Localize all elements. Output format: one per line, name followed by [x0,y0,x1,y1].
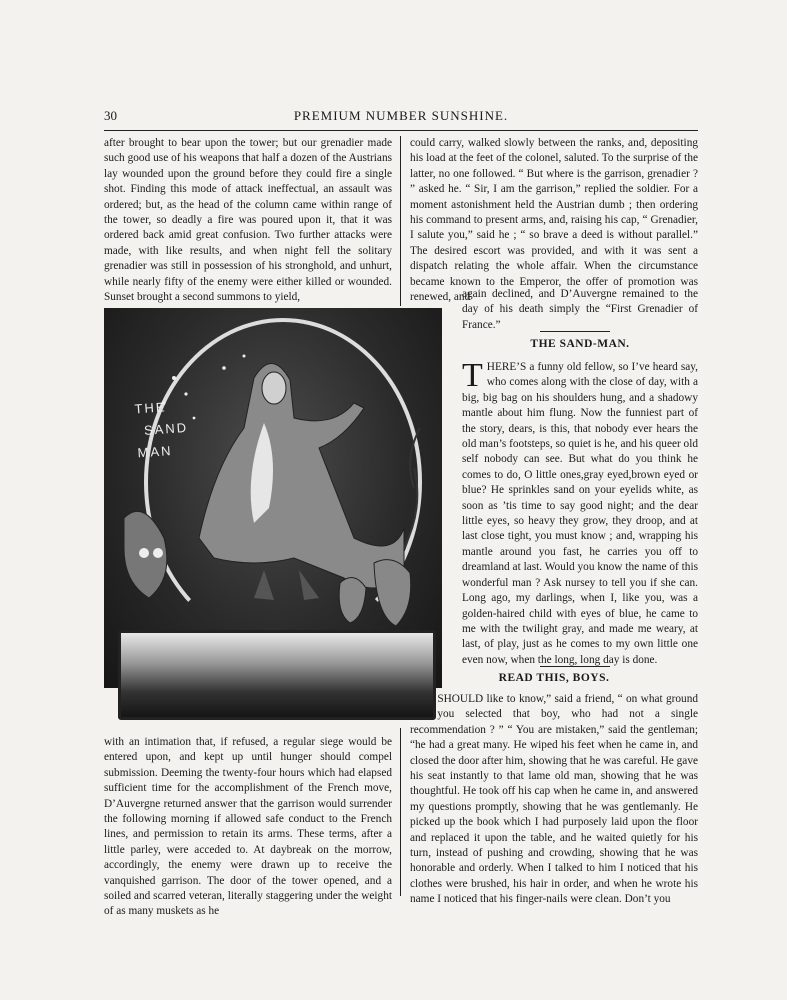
drop-cap: T [462,357,483,394]
caption-word: SAND [143,419,189,438]
right-column-top-text [410,136,698,305]
column-divider-bottom [400,728,401,896]
left-column-top-text [104,136,392,305]
paragraph: after brought to bear upon the tower; but our grenadier made such good use of his weapons that half a dozen of the Austrians lay wounded upon the ground before they could fire a single shot. Finding this mode of attack ineffectual, an assault was ordered; but, as the head of the column came within range of the tower, so deadly a fire was poured upon it, that it was ordered back amid great confusion. Two further attacks were made, with like results, and when night fell the solitary grenadier was still in possession of his stronghold, and unhurt, while nearly fifty of the enemy were either killed or wounded. Sunset brought a second summons to yield, [104,137,392,304]
landscape-vignette [118,630,436,720]
header-rule [104,130,698,131]
running-head [104,108,698,126]
illustration-caption [134,394,208,465]
sandman-title: THE SAND-MAN. [530,338,630,350]
boys-title: READ THIS, BOYS. [498,672,610,684]
paragraph: with an intimation that, if refused, a regular siege would be entered upon, and kept up until hunger should compel submission. Deeming the twenty-four hours which had elapsed sufficient time for the accomplishment of the French move, D’Auvergne returned answer that the garrison would surrender the following morning if allowed safe conduct to the French lines, and permission to retain its arms. These terms, after a little parley, were acceded to. At daybreak on the morrow, accordingly, the enemy were drawn up to receive the vanquished garrison. The door of the tower opened, and a soiled and scarred veteran, literally staggering under the weight of as many muskets as he [104,736,392,918]
sandman-story [462,357,698,668]
sandman-illustration [104,308,442,720]
caption-word: MAN [137,442,173,461]
sandman-paragraph: HERE’S a funny old fellow, so I’ve heard say, who comes along with the close of day, with a big, big bag on his shoulders hung, and a shadowy mantle about him flung. Now the funniest part of the story, dears, is this, that nobody ever hears the old man’s footsteps, so quiet is he, and his queer old self nobody can see. But what do you think he comes to do, O little ones,gray eyed,brown eyed or blue? He sprinkles sand on your eyelids white, as soon as ’tis time to say good night; and the dear little eyes, so heavy they grow, they droop, and at last close tight, you must know ; and, wrapping his mantle around you fast, he carries you off to dreamland at last. Would you know the name of this wonderful man ? Ask nursey to tell you if she can. Long ago, my darlings, when I, like you, was a golden-haired child with eyes of blue, he came to me with the twilight gray, and made me weary, at last, of play, just as he comes to my own little one even now, when the long, long day is done. [462,361,698,666]
boys-story [410,692,698,908]
right-column-narrow-text [462,287,698,333]
page-title: PREMIUM NUMBER SUNSHINE. [293,108,509,123]
section-rule [540,666,610,667]
left-column-bottom-text [104,735,392,920]
paragraph: could carry, walked slowly between the ranks, and, depositing his load at the feet of the colonel, saluted. To the surprise of the latter, no one followed. “ But where is the garrison, grenadier ? ” asked he. “ Sir, I am the garrison,” replied the soldier. For a moment astonishment held the Austrian dumb ; then ordering his command to present arms, and, raising his cap, “ Grenadier, I salute you,” said he ; “ so brave a deed is without parallel.” The desired escort was provided, and with it was sent a dispatch relating the whole affair. When the circumstance became known to the Emperor, the offer of promotion was renewed, and [410,137,698,304]
paragraph: again declined, and D’Auvergne remained to the day of his death simply the “First Grenadier of France.” [462,288,698,331]
caption-word: THE [133,399,167,417]
column-divider-top [400,136,401,306]
page-number: 30 [104,108,117,123]
section-rule [540,331,610,332]
boys-paragraph: SHOULD like to know,” said a friend, “ on what ground you selected that boy, who had not a single recommendation ? ” “ You are mistaken,” said the gentleman; “he had a great many. He wiped his feet when he came in, and closed the door after him, showing that he was careful. He gave his seat instantly to that lame old man, showing that he was thoughtful. He took off his cap when he came in, and answered my questions promptly, showing that he was gentlemanly. He picked up the book which I had purposely laid upon the floor and replaced it upon the table, and he waited quietly for his turn, instead of pushing and crowding, showing that he was honorable and orderly. When I talked to him I noticed that his clothes were brushed, his hair in order, and when he wrote his name I noticed that his finger-nails were clean. Don’t you [410,693,698,906]
